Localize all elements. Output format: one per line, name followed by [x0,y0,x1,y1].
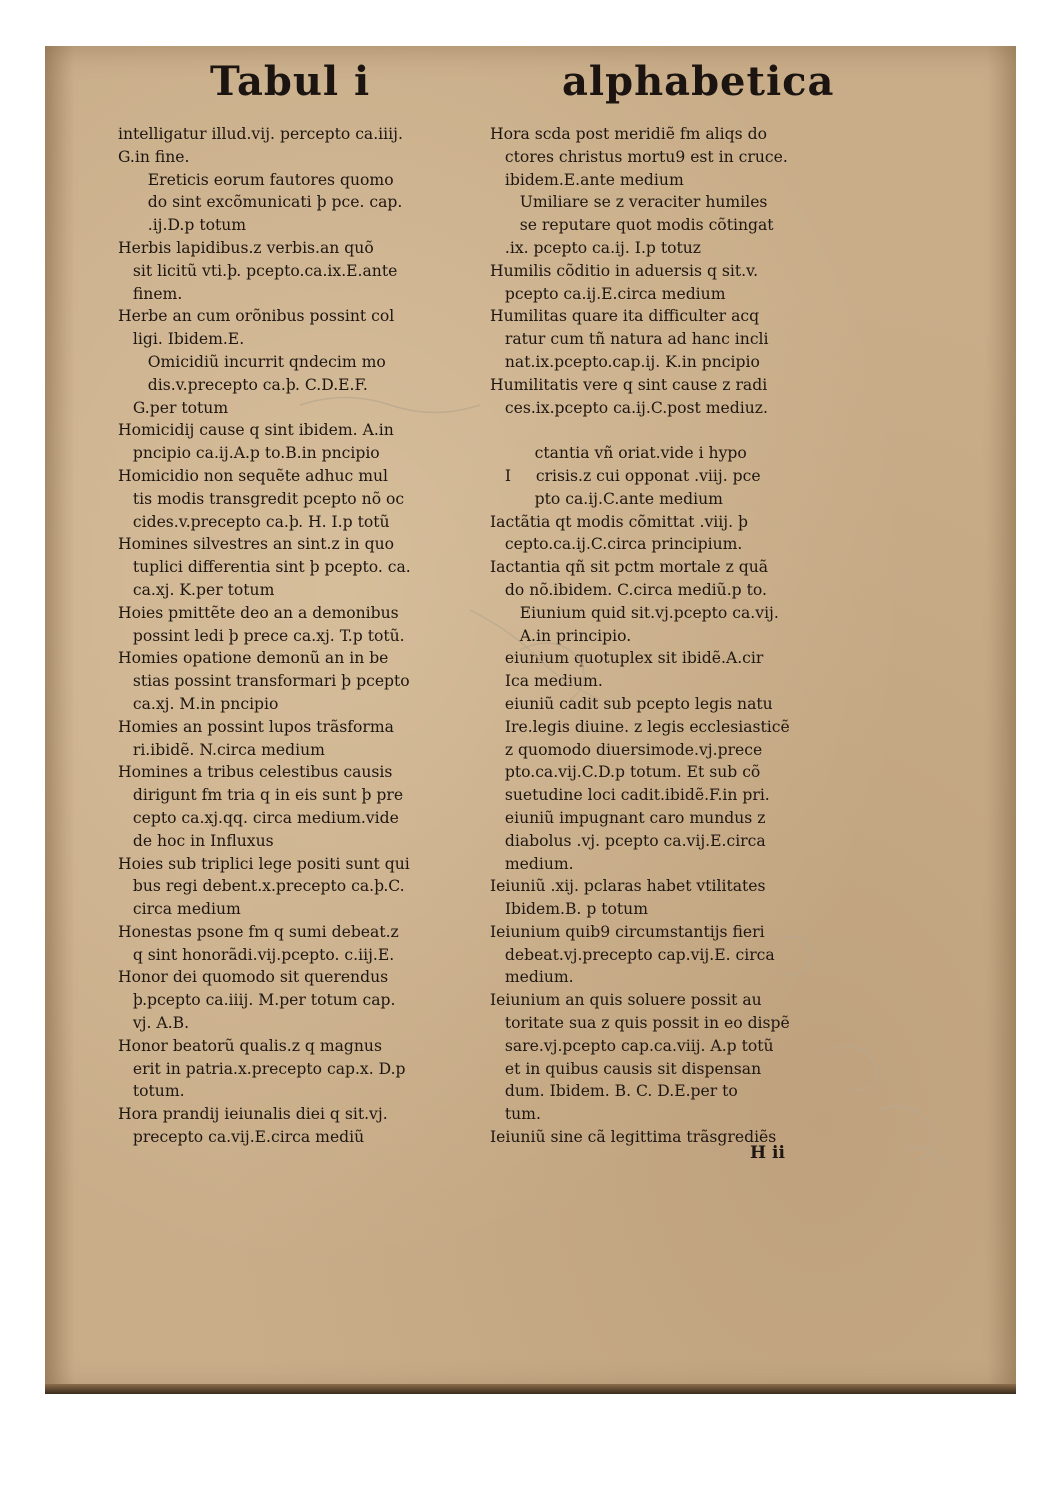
text-line: vj. A.B. [118,1014,190,1033]
text-line: ri.ibidẽ. N.circa medium [118,740,325,759]
text-line: tum. [490,1105,541,1124]
text-line: G.per totum [118,398,229,417]
text-line: ibidem.E.ante medium [490,170,684,189]
text-line: intelligatur illud.vij. percepto ca.iiij. [118,125,403,143]
text-line: tis modis transgredit pcepto nõ oc [118,489,405,508]
text-line: totum. [118,1082,185,1101]
text-line: Honestas psone fm q sumi debeat.z [118,922,399,941]
text-line: toritate sua z quis possit in eo dispẽ [490,1014,790,1033]
text-line: pcepto ca.ij.E.circa medium [490,284,726,303]
text-line: pncipio ca.ij.A.p to.B.in pncipio [118,444,380,463]
text-line: Ieiunium quib9 circumstantijs fieri [490,922,765,941]
text-line: dis.v.precepto ca.þ. C.D.E.F. [118,375,368,394]
text-line: cepto.ca.ij.C.circa principium. [490,535,743,554]
text-line: Honor beatorũ qualis.z q magnus [118,1036,382,1055]
text-line: ces.ix.pcepto ca.ij.C.post mediuz. [490,398,768,417]
text-line: Hoies pmittẽte deo an a demonibus [118,603,399,622]
text-line: do nõ.ibidem. C.circa mediũ.p to. [490,580,767,599]
text-line: Hora prandij ieiunalis diei q sit.vj. [118,1105,388,1124]
text-line: Ieiuniũ .xij. pclaras habet vtilitates [490,877,766,896]
right-text-column [490,123,930,1149]
text-line: possint ledi þ prece ca.xj. T.p totũ. [118,626,405,645]
text-line: erit in patria.x.precepto cap.x. D.p [118,1059,406,1078]
text-line: Honor dei quomodo sit querendus [118,968,389,987]
text-line: do sint excõmunicati þ pce. cap. [118,193,403,212]
text-line: z quomodo diuersimode.vj.prece [490,740,763,759]
text-line: ctores christus mortu9 est in cruce. [490,147,788,166]
text-line: Ieiunium an quis soluere possit au [490,991,762,1010]
left-text-column [118,123,528,1149]
text-line: bus regi debent.x.precepto ca.þ.C. [118,877,405,896]
page-bottom-edge [45,1384,1016,1394]
text-line: et in quibus causis sit dispensan [490,1059,762,1078]
text-line: circa medium [118,900,241,919]
text-line: I crisis.z cui opponat .viij. pce [490,466,761,485]
text-line: pto.ca.vij.C.D.p totum. Et sub cõ [490,763,761,782]
text-line: cepto ca.xj.qq. circa medium.vide [118,808,399,827]
text-line: Iactantia qñ sit pctm mortale z quã [490,558,769,577]
text-line: Humilitatis vere q sint cause z radi [490,375,768,394]
text-line: medium. [490,968,574,987]
text-line: stias possint transformari þ pcepto [118,672,410,691]
text-line: diabolus .vj. pcepto ca.vij.E.circa [490,831,766,850]
text-line: .ix. pcepto ca.ij. I.p totuz [490,238,702,257]
text-line: q sint honorãdi.vij.pcepto. c.iij.E. [118,945,395,964]
text-line: G.in fine. [118,147,190,166]
text-line: ca.xj. K.per totum [118,580,275,599]
text-line: medium. [490,854,574,873]
text-line: nat.ix.pcepto.cap.ij. K.in pncipio [490,352,760,371]
text-line: Ibidem.B. p totum [490,900,649,919]
text-line: Humilitas quare ita difficulter acq [490,307,760,326]
text-line: ctantia vñ oriat.vide i hypo [490,444,747,463]
catchword: H ii [750,1143,785,1163]
text-line: pto ca.ij.C.ante medium [490,489,723,508]
text-line: Eiunium quid sit.vj.pcepto ca.vij. [490,603,779,622]
header-left-word: Tabul i [210,58,371,105]
text-line: tuplici differentia sint þ pcepto. ca. [118,558,411,577]
text-line: .ij.D.p totum [118,216,247,235]
text-line: Humilis cõditio in aduersis q sit.v. [490,261,759,280]
text-line: sit licitũ vti.þ. pcepto.ca.ix.E.ante [118,261,398,280]
text-line: Herbe an cum orõnibus possint col [118,307,395,326]
text-line: debeat.vj.precepto cap.vij.E. circa [490,945,775,964]
text-line: eiunium quotuplex sit ibidẽ.A.cir [490,649,764,668]
text-line: Ica medium. [490,672,603,691]
text-line: Iactãtia qt modis cõmittat .viij. þ [490,512,748,531]
text-line: cides.v.precepto ca.þ. H. I.p totũ [118,512,390,531]
text-line: Umiliare se z veraciter humiles [490,193,768,212]
text-line: eiuniũ cadit sub pcepto legis natu [490,694,773,713]
text-line: dum. Ibidem. B. C. D.E.per to [490,1082,738,1101]
text-line: Homies opatione demonũ an in be [118,649,389,668]
text-line: A.in principio. [490,626,632,645]
text-line: de hoc in Influxus [118,831,274,850]
text-line: Ire.legis diuine. z legis ecclesiasticẽ [490,717,790,736]
text-line: sare.vj.pcepto cap.ca.viij. A.p totũ [490,1036,774,1055]
text-line: ligi. Ibidem.E. [118,330,245,349]
header-right-word: alphabetica [562,58,835,105]
text-line: Ieiuniũ sine cã legittima trãsgrediẽs [490,1128,777,1147]
text-line: dirigunt fm tria q in eis sunt þ pre [118,786,404,805]
text-line: Ereticis eorum fautores quomo [118,170,394,189]
text-line: Hora scda post meridiẽ fm aliqs do [490,125,767,143]
text-line: se reputare quot modis cõtingat [490,216,774,235]
text-line: suetudine loci cadit.ibidẽ.F.in pri. [490,786,770,805]
text-line: Omicidiũ incurrit qndecim mo [118,352,386,371]
text-line: eiuniũ impugnant caro mundus z [490,808,766,827]
text-line [490,419,930,442]
text-line: ratur cum tñ natura ad hanc incli [490,330,769,349]
text-line: Homies an possint lupos trãsforma [118,717,394,736]
running-header [0,58,1060,118]
text-line: Herbis lapidibus.z verbis.an quõ [118,238,374,257]
text-line: Hoies sub triplici lege positi sunt qui [118,854,410,873]
text-line: finem. [118,284,183,303]
text-line: Homicidij cause q sint ibidem. A.in [118,421,394,440]
text-line: Homines silvestres an sint.z in quo [118,535,395,554]
text-line: ca.xj. M.in pncipio [118,694,279,713]
text-line: Homines a tribus celestibus causis [118,763,393,782]
text-line: precepto ca.vij.E.circa mediũ [118,1128,365,1147]
text-line: þ.pcepto ca.iiij. M.per totum cap. [118,991,396,1010]
text-line: Homicidio non sequẽte adhuc mul [118,466,389,485]
